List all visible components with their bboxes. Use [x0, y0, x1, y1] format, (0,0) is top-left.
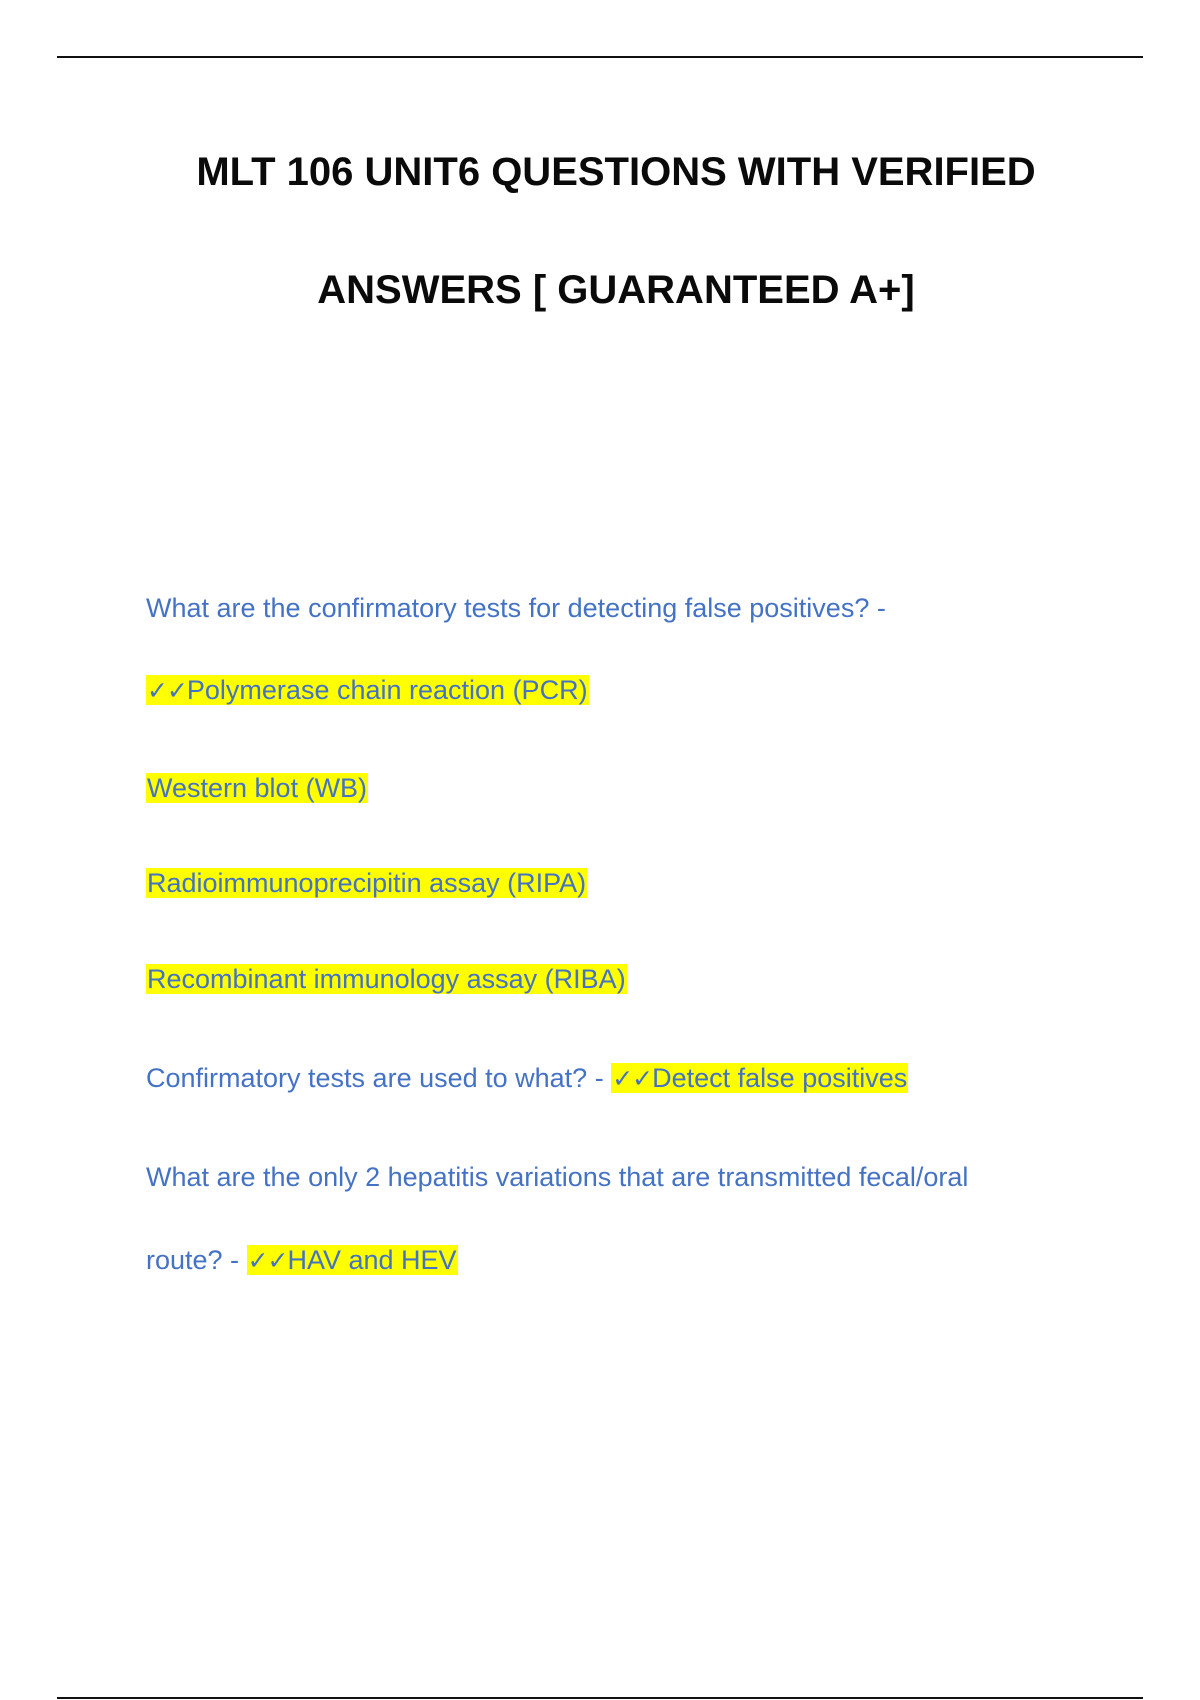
- answer-2-text: Detect false positives: [652, 1063, 908, 1093]
- question-1-text: What are the confirmatory tests for detecting false positives? -: [146, 593, 886, 623]
- double-check-icon: ✓✓: [612, 1064, 653, 1093]
- question-3-line-2: [146, 1238, 458, 1283]
- document-title-line-2: ANSWERS [ GUARANTEED A+]: [317, 268, 915, 312]
- answer-highlight: [611, 1063, 908, 1093]
- answer-highlight: [146, 675, 589, 705]
- answer-highlight: [247, 1245, 458, 1275]
- answer-3-text: HAV and HEV: [287, 1245, 457, 1275]
- footer-rule: [57, 1697, 1143, 1699]
- answer-1-line-4: [146, 957, 627, 1001]
- answer-1-text-3: Radioimmunoprecipitin assay (RIPA): [147, 868, 587, 898]
- header-rule: [57, 56, 1143, 58]
- answer-1-line-3: [146, 861, 587, 905]
- answer-1-line-2: [146, 766, 368, 810]
- question-2: [146, 1056, 908, 1101]
- double-check-icon: ✓✓: [147, 676, 187, 705]
- answer-1-text-1: Polymerase chain reaction (PCR): [186, 675, 588, 705]
- question-1: [146, 586, 886, 630]
- question-2-text: Confirmatory tests are used to what? -: [146, 1063, 604, 1093]
- answer-1-text-4: Recombinant immunology assay (RIBA): [147, 964, 626, 994]
- document-title-line-1: MLT 106 UNIT6 QUESTIONS WITH VERIFIED: [196, 150, 1036, 194]
- double-check-icon: ✓✓: [247, 1246, 288, 1275]
- question-3-line-1: [146, 1155, 968, 1199]
- answer-1-line-1: [146, 668, 589, 713]
- question-3-text-2: route? -: [146, 1245, 240, 1275]
- question-3-text-1: What are the only 2 hepatitis variations that are transmitted fecal/oral: [146, 1162, 969, 1192]
- answer-1-text-2: Western blot (WB): [147, 773, 368, 803]
